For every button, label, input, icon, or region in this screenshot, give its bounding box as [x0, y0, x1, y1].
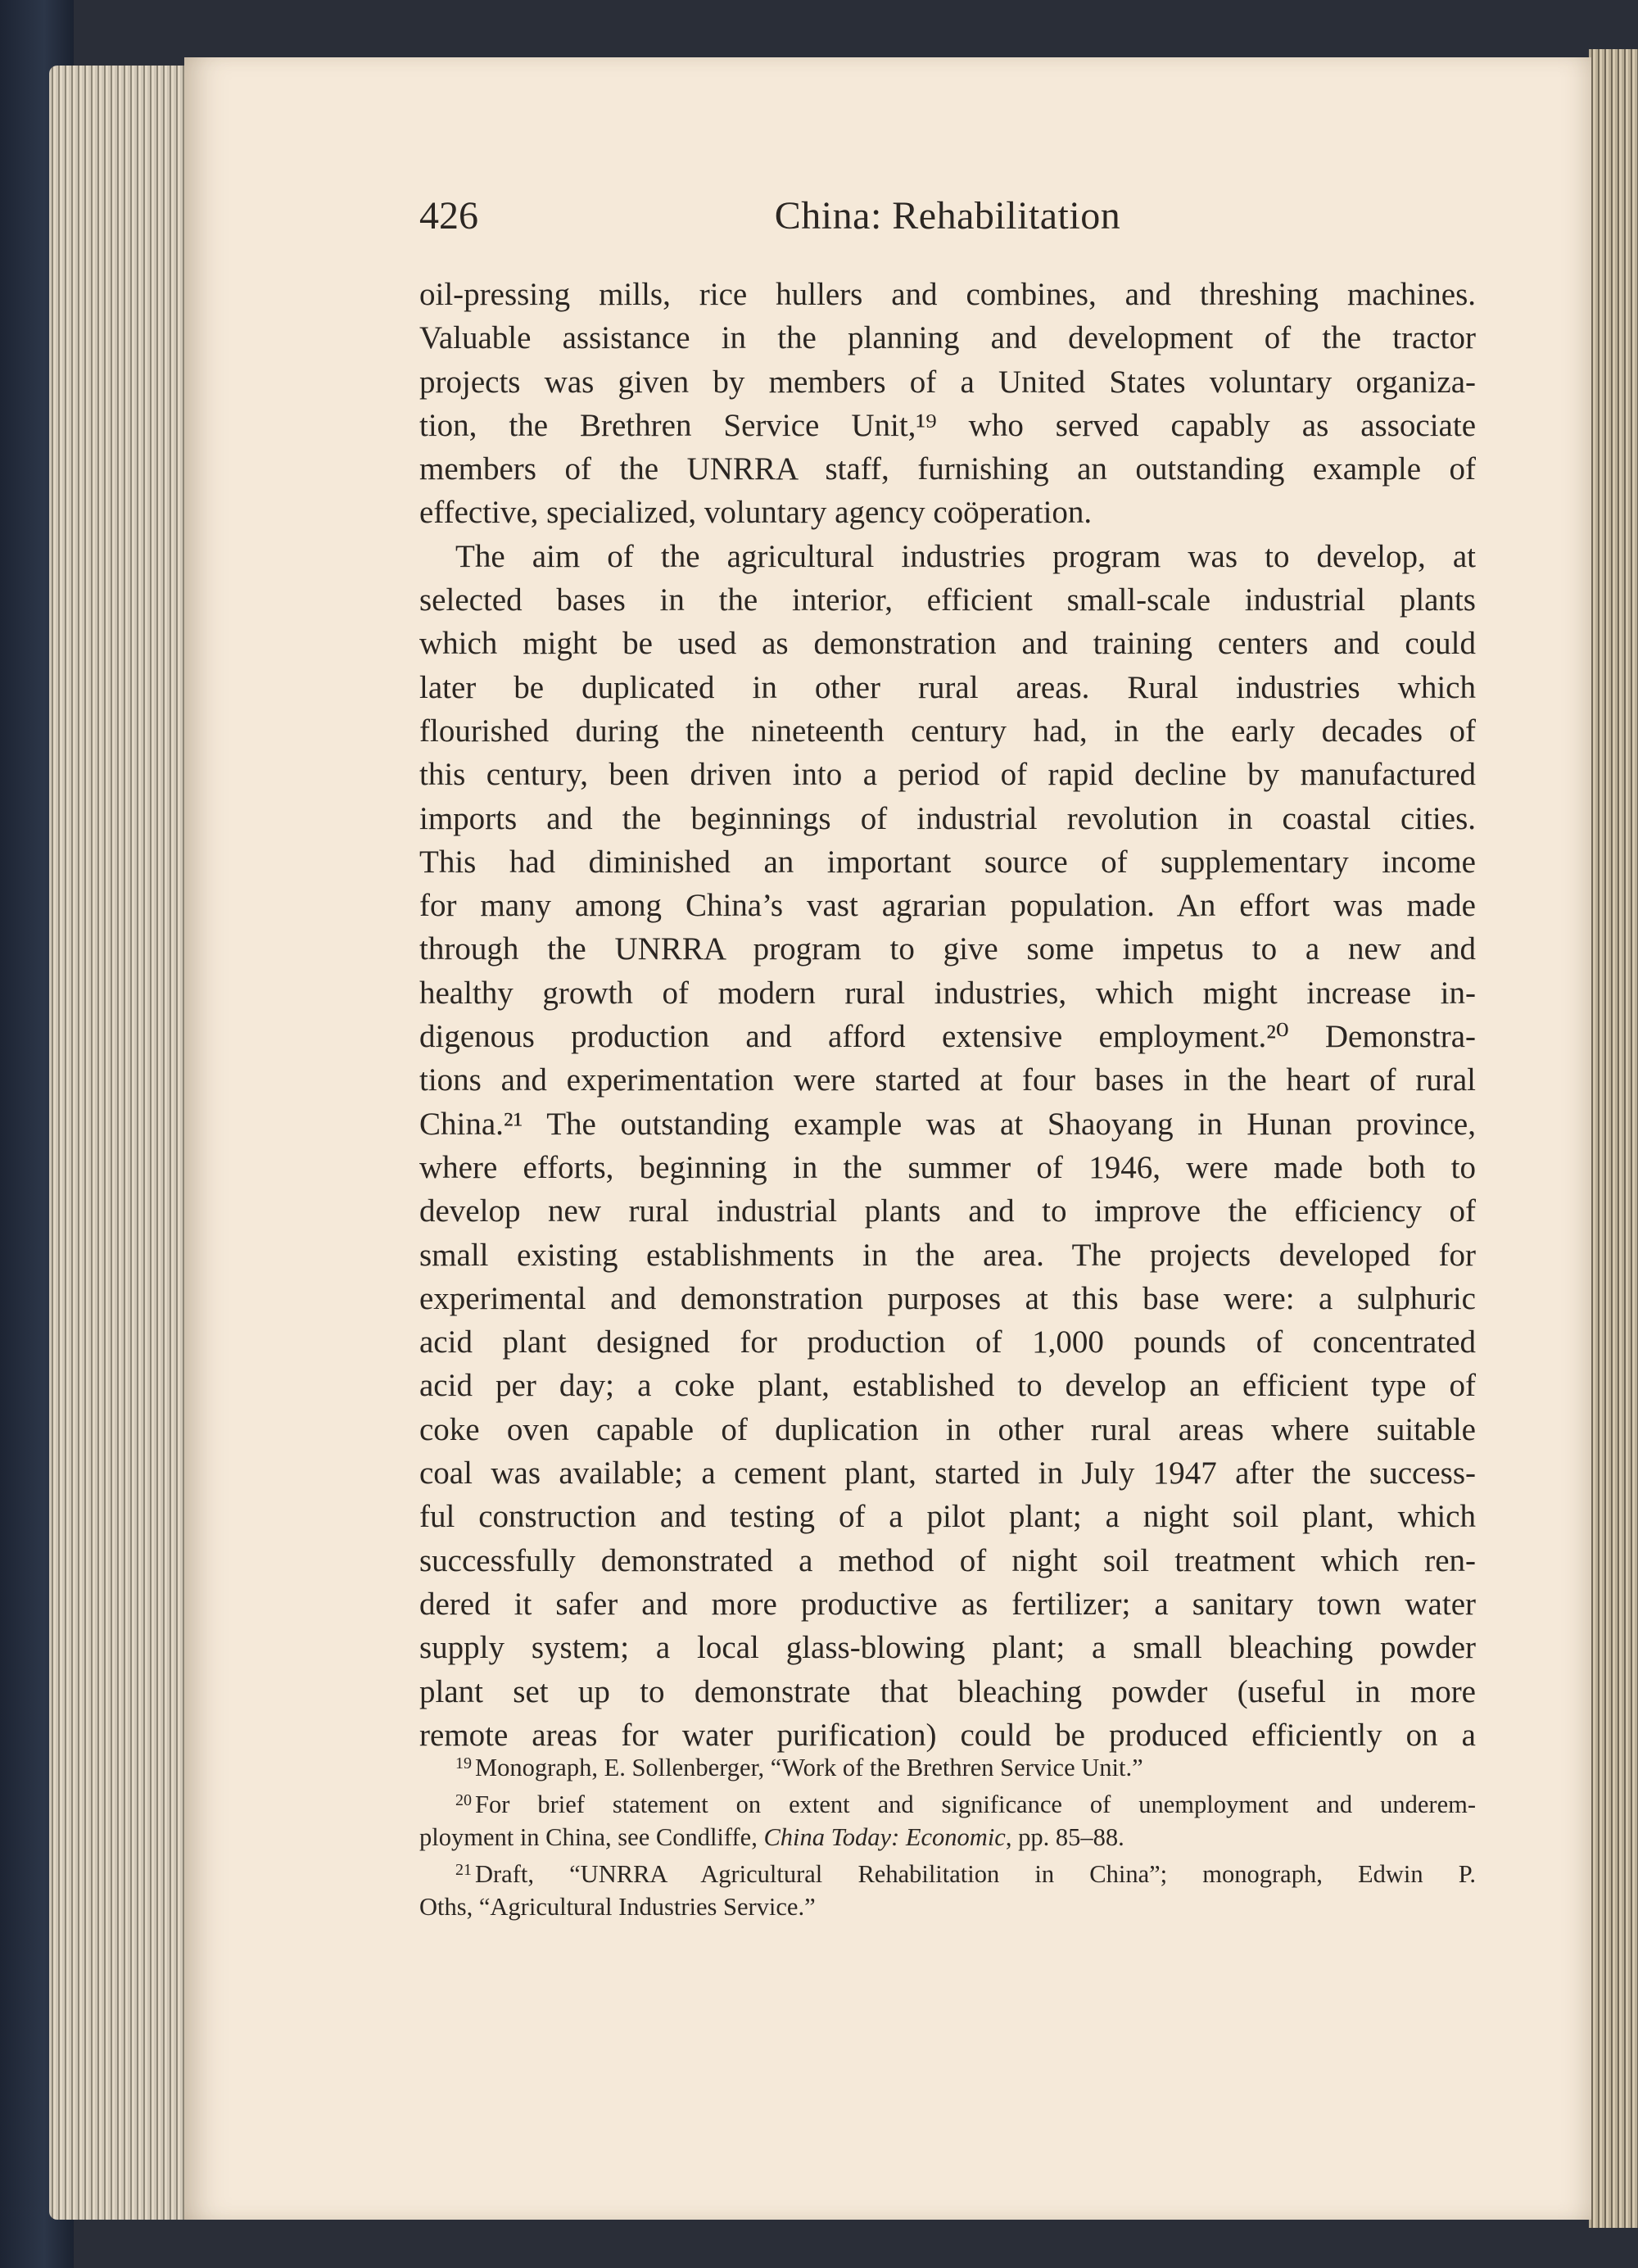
text-line: imports and the beginnings of industrial revolution in coastal cities. [419, 800, 1476, 836]
footnote-20-cont [419, 1821, 1476, 1854]
text-line: remote areas for water purification) could be produced efficiently on a [419, 1717, 1476, 1753]
footnote-20 [419, 1784, 1476, 1821]
text-line: selected bases in the interior, efficient small-scale industrial plants [419, 582, 1476, 618]
running-title: China: Rehabilitation [774, 194, 1121, 238]
footnote-text: Draft, “UNRRA Agricultural Rehabilitation in China”; monograph, Edwin P. [475, 1860, 1476, 1888]
footnote-text: ployment in China, see Condliffe, [419, 1823, 764, 1851]
text-line: acid plant designed for production of 1,000 pounds of concentrated [419, 1324, 1476, 1360]
footnote-text: Oths, “Agricultural Industries Service.” [419, 1893, 816, 1921]
text-line: which might be used as demonstration and training centers and could [419, 626, 1476, 662]
text-line: projects was given by members of a United States voluntary organiza- [419, 364, 1476, 400]
text-line: successfully demonstrated a method of night soil treatment which ren- [419, 1542, 1476, 1578]
page-edges-right [1589, 49, 1638, 2228]
footnotes [419, 1747, 1476, 1923]
text-line: supply system; a local glass-blowing plant; a small bleaching powder [419, 1630, 1476, 1666]
book-title: China Today: Economic [763, 1823, 1006, 1851]
text-line: ful construction and testing of a pilot plant; a night soil plant, which [419, 1499, 1476, 1535]
text-line: members of the UNRRA staff, furnishing an outstanding example of [419, 451, 1476, 487]
text-line: tions and experimentation were started at four bases in the heart of rural [419, 1062, 1476, 1098]
text-line: through the UNRRA program to give some impetus to a new and [419, 931, 1476, 967]
footnote-number: 20 [455, 1791, 472, 1809]
footnote-21-cont [419, 1890, 1476, 1923]
text-line: dered it safer and more productive as fertilizer; a sanitary town water [419, 1586, 1476, 1622]
text-line: later be duplicated in other rural areas. Rural industries which [419, 669, 1476, 705]
text-line: tion, the Brethren Service Unit,¹⁹ who served capably as associate [419, 407, 1476, 443]
text-line: effective, specialized, voluntary agency coöperation. [419, 495, 1093, 531]
running-header [419, 193, 1476, 242]
text-line: Valuable assistance in the planning and development of the tractor [419, 320, 1476, 356]
footnote-number: 21 [455, 1861, 472, 1879]
text-line: flourished during the nineteenth century had, in the early decades of [419, 713, 1476, 749]
text-line: for many among China’s vast agrarian population. An effort was made [419, 888, 1476, 924]
footnote-text: , pp. 85–88. [1005, 1823, 1124, 1851]
footnote-text: For brief statement on extent and significance of unemployment and underem- [475, 1790, 1476, 1818]
text-line: plant set up to demonstrate that bleaching powder (useful in more [419, 1673, 1476, 1709]
text-line: coke oven capable of duplication in other rural areas where suitable [419, 1411, 1476, 1447]
footnote-text: Monograph, E. Sollenberger, “Work of the Brethren Service Unit.” [475, 1754, 1143, 1781]
body-text [419, 273, 1476, 1757]
text-line: small existing establishments in the area. The projects developed for [419, 1237, 1476, 1273]
page-number: 426 [419, 194, 478, 238]
footnote-19 [419, 1747, 1476, 1784]
text-line: China.²¹ The outstanding example was at Shaoyang in Hunan province, [419, 1106, 1476, 1142]
text-line: coal was available; a cement plant, started in July 1947 after the success- [419, 1455, 1476, 1492]
text-line: experimental and demonstration purposes at this base were: a sulphuric [419, 1280, 1476, 1316]
text-line: where efforts, beginning in the summer of 1946, were made both to [419, 1149, 1476, 1185]
text-line: acid per day; a coke plant, established to develop an efficient type of [419, 1368, 1476, 1404]
page-edges-left [49, 66, 188, 2220]
text-line: digenous production and afford extensive employment.²⁰ Demonstra- [419, 1019, 1476, 1055]
text-line: healthy growth of modern rural industries, which might increase in- [419, 975, 1476, 1011]
text-line: develop new rural industrial plants and to improve the efficiency of [419, 1193, 1476, 1229]
footnote-21 [419, 1854, 1476, 1890]
footnote-number: 19 [455, 1754, 472, 1772]
text-line: The aim of the agricultural industries program was to develop, at [455, 538, 1476, 574]
text-line: this century, been driven into a period of rapid decline by manufactured [419, 757, 1476, 793]
text-line: oil-pressing mills, rice hullers and combines, and threshing machines. [419, 277, 1476, 312]
text-line: This had diminished an important source of supplementary income [419, 844, 1476, 880]
